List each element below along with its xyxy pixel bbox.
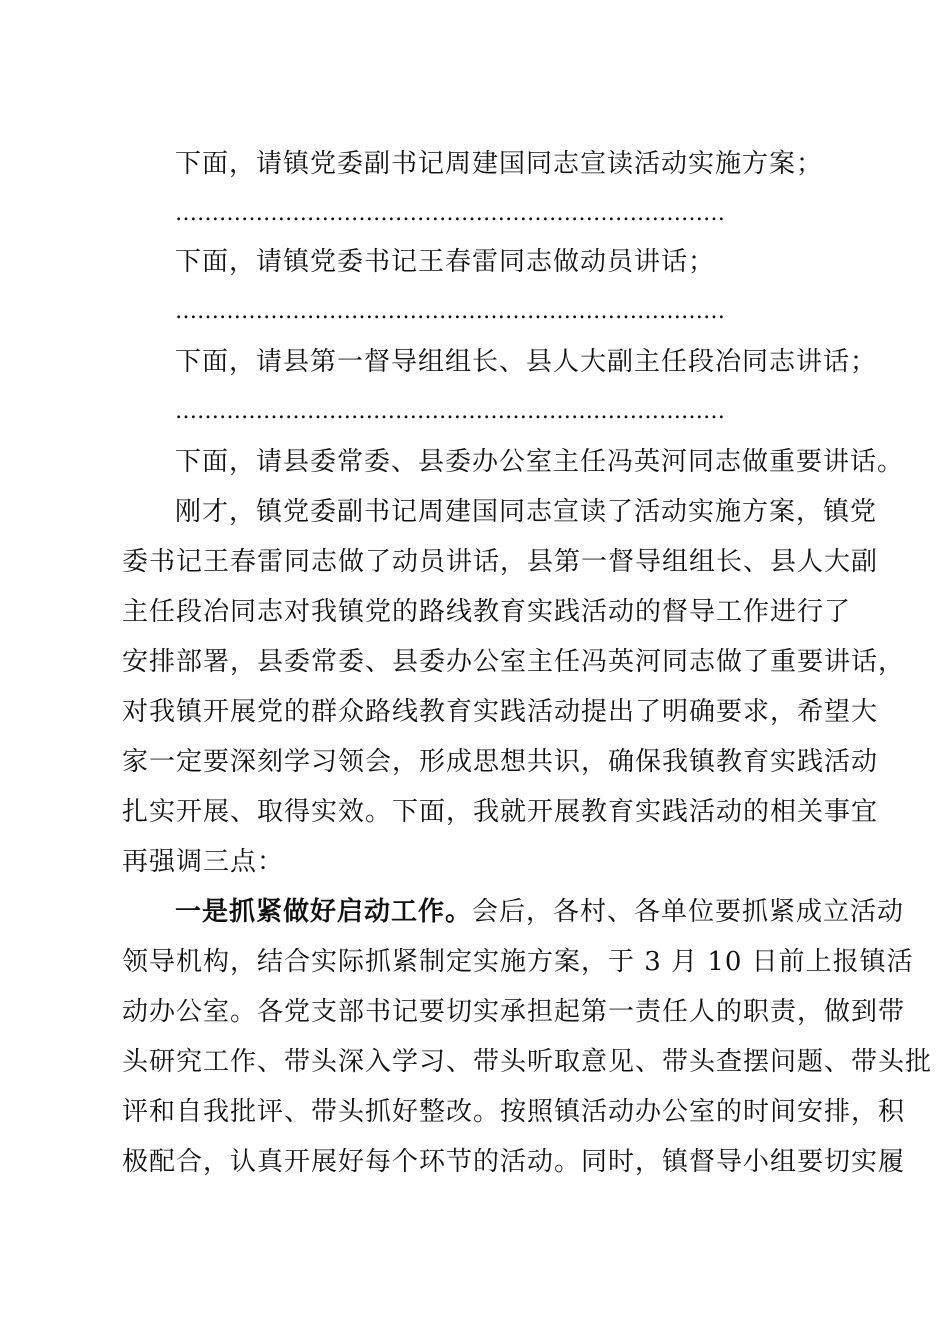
paragraph-line: 极配合，认真开展好每个环节的活动。同时，镇督导小组要切实履 <box>122 1147 906 1177</box>
paragraph-line: 评和自我批评、带头抓好整改。按照镇活动办公室的时间安排，积 <box>122 1097 906 1127</box>
paragraph-line: 刚才，镇党委副书记周建国同志宣读了活动实施方案，镇党 <box>175 497 878 527</box>
paragraph-line: 下面，请镇党委书记王春雷同志做动员讲话； <box>175 247 716 277</box>
paragraph-line: 动办公室。各党支部书记要切实承担起第一责任人的职责，做到带 <box>122 997 906 1027</box>
paragraph-line: 领导机构，结合实际抓紧制定实施方案，于 3 月 10 日前上报镇活 <box>122 947 914 977</box>
paragraph-line <box>175 896 905 928</box>
heading-one-text: 会后，各村、各单位要抓紧成立活动 <box>472 897 905 927</box>
paragraph-line: 扎实开展、取得实效。下面，我就开展教育实践活动的相关事宜 <box>122 797 879 827</box>
paragraph-line: 对我镇开展党的群众路线教育实践活动提出了明确要求，希望大 <box>122 697 879 727</box>
paragraph-line: 下面，请县委常委、县委办公室主任冯英河同志做重要讲话。 <box>175 447 905 477</box>
ellipsis-line: ………………………………………………………………… <box>175 201 725 226</box>
paragraph-line: 家一定要深刻学习领会，形成思想共识，确保我镇教育实践活动 <box>122 747 879 777</box>
paragraph-line: 安排部署，县委常委、县委办公室主任冯英河同志做了重要讲话， <box>122 647 906 677</box>
ellipsis-line: ………………………………………………………………… <box>175 399 725 424</box>
heading-one: 一是抓紧做好启动工作。 <box>175 897 473 927</box>
paragraph-line: 再强调三点： <box>122 847 285 877</box>
ellipsis-line: ………………………………………………………………… <box>175 299 725 324</box>
paragraph-line: 下面，请县第一督导组组长、县人大副主任段冶同志讲话； <box>175 347 878 377</box>
paragraph-line: 主任段冶同志对我镇党的路线教育实践活动的督导工作进行了 <box>122 597 852 627</box>
paragraph-line: 头研究工作、带头深入学习、带头听取意见、带头查摆问题、带头批 <box>122 1047 933 1077</box>
paragraph-line: 下面，请镇党委副书记周建国同志宣读活动实施方案； <box>175 149 824 179</box>
paragraph-line: 委书记王春雷同志做了动员讲话，县第一督导组组长、县人大副 <box>122 547 879 577</box>
